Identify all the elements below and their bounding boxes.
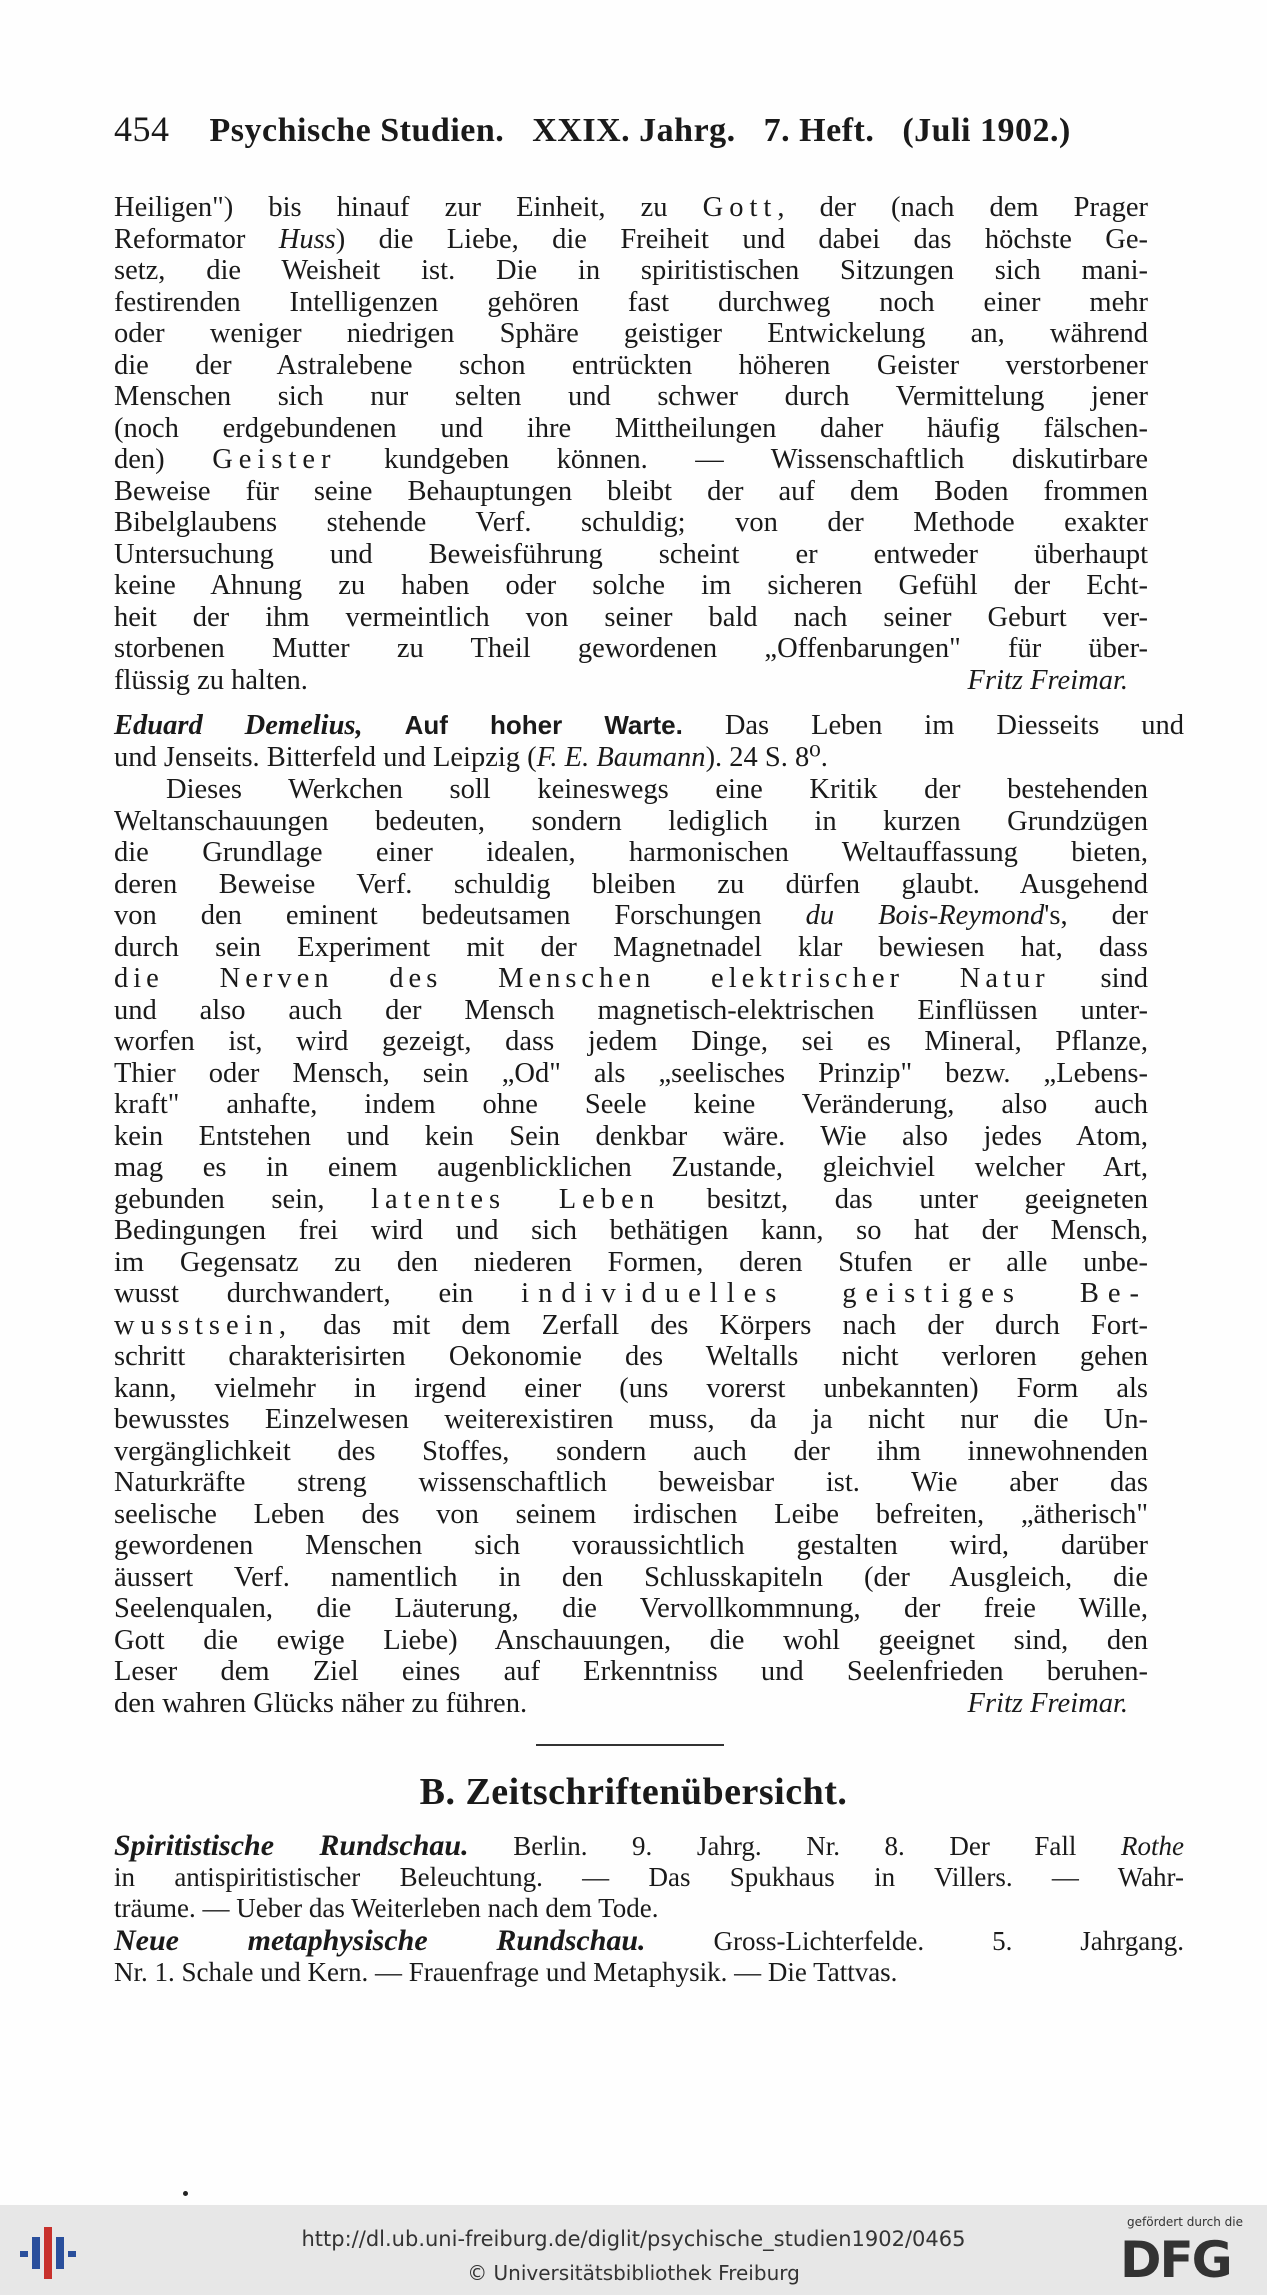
periodical-entry [114,1925,1184,1988]
gott-spaced: Gott [702,192,778,223]
text-line: (noch erdgebundenen und ihre Mittheilungen daher häufig fälschen- [114,412,1148,444]
permalink-url[interactable]: http://dl.ub.uni-freiburg.de/diglit/psychische_studien1902/0465 [301,2227,966,2251]
periodical-line: träume. — Ueber das Weiterleben nach dem Tode. [114,1893,659,1923]
text-line: die der Astralebene schon entrückten höheren Geister verstorbener [114,349,1148,381]
text-line: wusstsein, das mit dem Zerfall des Körpers nach der durch Fort- [114,1309,1148,1341]
periodical-line: Nr. 1. Schale und Kern. — Frauenfrage und Metaphysik. — Die Tattvas. [114,1957,898,1987]
journal-title: Psychische Studien. [209,112,505,149]
text-line: Beweise für seine Behauptungen bleibt der auf dem Boden frommen [114,475,1148,507]
text-line: heit der ihm vermeintlich von seiner bald nach seiner Geburt ver- [114,601,1148,633]
book-author: Eduard Demelius, [114,710,363,741]
text-line: keine Ahnung zu haben oder solche im sicheren Gefühl der Echt- [114,570,1148,601]
latentes-spaced: latentes Leben [371,1183,660,1215]
text-line: setz, die Weisheit ist. Die in spiritistischen Sitzungen sich mani- [114,255,1148,286]
text-line: seelische Leben des von seinem irdischen Leibe befreiten, „ätherisch" [114,1498,1148,1530]
individuelles-spaced: individuelles geistiges Be- [521,1278,1148,1309]
text-line: Gott die ewige Liebe) Anschauungen, die wohl geeignet sind, den [114,1624,1148,1656]
dubois-italic: du Bois-Reymond [805,900,1045,931]
text-line: Bedingungen frei wird und sich bethätigen kann, so hat der Mensch, [114,1215,1148,1246]
text-line: Bibelglaubens stehende Verf. schuldig; von der Methode exakter [114,507,1148,538]
issue: 7. Heft. [763,112,875,149]
periodical-line: in antispiritistischer Beleuchtung. — Das Spukhaus in Villers. — Wahr- [114,1862,1184,1892]
text-line: kein Entstehen und kein Sein denkbar wäre. Wie also jedes Atom, [114,1120,1148,1152]
text-line: vergänglichkeit des Stoffes, sondern auch der ihm innewohnenden [114,1435,1148,1467]
text-line: und also auch der Mensch magnetisch-elektrischen Einflüssen unter- [114,994,1148,1026]
issue-date: (Juli 1902.) [902,112,1071,149]
text-line: Dieses Werkchen soll keineswegs eine Kritik der bestehenden [166,774,1148,805]
text-line: Leser dem Ziel eines auf Erkenntniss und Seelenfrieden beruhen- [114,1656,1148,1687]
text-line: Seelenqualen, die Läuterung, die Vervollkommnung, der freie Wille, [114,1593,1148,1624]
review-1-text [114,192,1148,696]
text-line: Menschen sich nur selten und schwer durch Vermittelung jener [114,381,1148,412]
text-line: kann, vielmehr in irgend einer (uns vorerst unbekannten) Form als [114,1372,1148,1404]
text-line: durch sein Experiment mit der Magnetnadel klar bewiesen hat, dass [114,931,1148,963]
publisher: F. E. Baumann [536,741,706,773]
text-line: festirenden Intelligenzen gehören fast durchweg noch einer mehr [114,286,1148,318]
periodical-line: Neue metaphysische Rundschau. Gross-Lichterfelde. 5. Jahrgang. [114,1924,1184,1957]
copyright-notice: © Universitätsbibliothek Freiburg [467,2261,800,2285]
viewer-footer [0,2205,1267,2295]
section-heading: B. Zeitschriftenübersicht. [419,1771,848,1813]
text-line: die Nerven des Menschen elektrischer Natur sind [114,963,1148,994]
review-2-heading [114,710,1184,773]
rothe-italic: Rothe [1121,1831,1184,1861]
running-header [114,108,1154,152]
text-line: Untersuchung und Beweisführung scheint er entweder überhaupt [114,538,1148,570]
periodical-line: Spiritistische Rundschau. Berlin. 9. Jahrg. Nr. 8. Der Fall Rothe [114,1829,1184,1862]
periodical-name: Spiritistische Rundschau. [114,1829,469,1862]
page-number: 454 [114,109,170,149]
text-line: kraft" anhafte, indem ohne Seele keine Veränderung, also auch [114,1089,1148,1120]
text-line: mag es in einem augenblicklichen Zustande, gleichviel welcher Art, [114,1152,1148,1183]
periodical-name: Neue metaphysische Rundschau. [114,1924,646,1957]
text-line: Reformator Huss) die Liebe, die Freiheit und dabei das höchste Ge- [114,223,1148,255]
bewusstsein-spaced: wusstsein, [114,1309,292,1341]
text-line: im Gegensatz zu den niederen Formen, deren Stufen er alle unbe- [114,1246,1148,1278]
signature: Fritz Freimar. [967,1687,1128,1719]
text-line: gewordenen Menschen sich voraussichtlich gestalten wird, darüber [114,1530,1148,1561]
text-line: Weltanschauungen bedeuten, sondern lediglich in kurzen Grundzügen [114,805,1148,837]
text-line: äussert Verf. namentlich in den Schlusskapiteln (der Ausgleich, die [114,1561,1148,1593]
text-line: worfen ist, wird gezeigt, dass jedem Dinge, sei es Mineral, Pflanze, [114,1026,1148,1057]
text-line: gebunden sein, latentes Leben besitzt, das unter geeigneten [114,1183,1148,1215]
text-line: wusst durchwandert, ein individuelles geistiges Be- [114,1278,1148,1309]
nerven-spaced: die Nerven des Menschen elektrischer Natur [114,963,1050,994]
section-divider [536,1744,724,1746]
text-line: oder weniger niedrigen Sphäre geistiger Entwickelung an, während [114,318,1148,349]
text-line: die Grundlage einer idealen, harmonischen Weltauffassung bieten, [114,837,1148,868]
dfg-logo: DFG [1120,2231,1231,2289]
volume: XXIX. Jahrg. [532,112,736,149]
review-2-title-line: Eduard Demelius, Auf hoher Warte. Das Leben im Diesseits und [114,710,1185,741]
huss-italic: Huss [278,223,336,255]
review-2-text [114,774,1148,1719]
text-line: den wahren Glücks näher zu führen. Fritz Freimar. [114,1687,1128,1719]
text-line: Thier oder Mensch, sein „Od" als „seelisches Prinzip" bezw. „Lebens- [114,1057,1148,1089]
geister-spaced: Geister [212,444,337,475]
text-line: den) Geister kundgeben können. — Wissenschaftlich diskutirbare [114,444,1149,475]
book-title: Auf hoher Warte. [404,710,683,740]
review-2-title-line: und Jenseits. Bitterfeld und Leipzig (F. E. Baumann). 24 S. 8⁰. [114,741,828,773]
text-line: flüssig zu halten. Fritz Freimar. [114,664,1128,696]
text-line: deren Beweise Verf. schuldig bleiben zu dürfen glaubt. Ausgehend [114,868,1148,900]
text-line: Naturkräfte streng wissenschaftlich beweisbar ist. Wie aber das [114,1467,1148,1498]
signature: Fritz Freimar. [967,664,1128,696]
funding-note: gefördert durch die [1127,2215,1243,2229]
text-line: Heiligen") bis hinauf zur Einheit, zu Gott, der (nach dem Prager [114,192,1148,223]
text-line: storbenen Mutter zu Theil gewordenen „Offenbarungen" für über- [114,633,1148,664]
text-line: bewusstes Einzelwesen weiterexistiren muss, da ja nicht nur die Un- [114,1404,1148,1435]
text-line: schritt charakterisirten Oekonomie des Weltalls nicht verloren gehen [114,1341,1148,1372]
periodical-entry [114,1830,1184,1924]
ink-speck [183,2191,188,2196]
text-line: von den eminent bedeutsamen Forschungen du Bois-Reymond's, der [114,900,1149,931]
